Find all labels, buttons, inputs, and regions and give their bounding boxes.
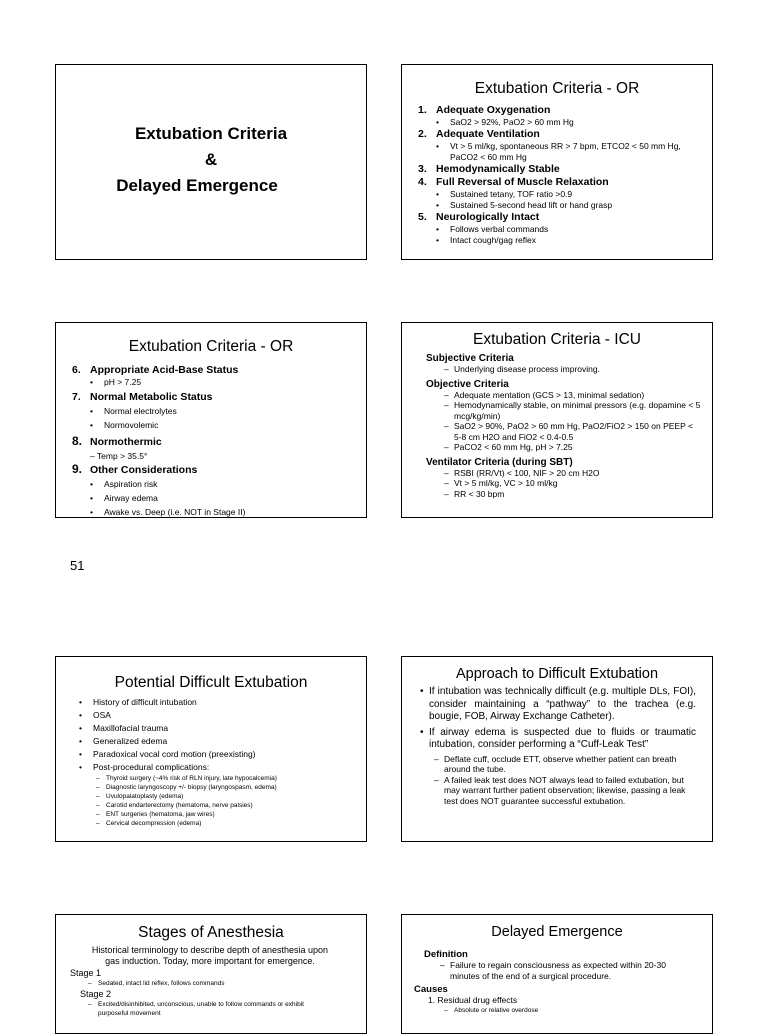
definition-text: – Failure to regain consciousness as expected within 20-30 minutes of the end of a surgical procedure. bbox=[440, 960, 694, 981]
list-item: – Uvulopalatoplasty (edema) bbox=[96, 792, 366, 801]
sub-item: • Sustained 5-second head lift or hand grasp bbox=[450, 200, 712, 211]
slide-extubation-or-2 bbox=[55, 322, 367, 518]
bullet-icon: • bbox=[420, 686, 424, 697]
slide-heading: Extubation Criteria - OR bbox=[474, 80, 640, 97]
slide-potential-difficult-extubation bbox=[55, 656, 367, 842]
criterion: – RSBI (RR/Vt) < 100, NIF > 20 cm H2O bbox=[444, 468, 702, 479]
stage-description: – Sedated, intact lid reflex, follows commands bbox=[88, 979, 336, 988]
criterion: – PaCO2 < 60 mm Hg, pH > 7.25 bbox=[444, 442, 702, 453]
list-item: • Generalized edema bbox=[93, 735, 366, 748]
slide-heading: Extubation Criteria - ICU bbox=[473, 331, 641, 348]
list-item: 4. Full Reversal of Muscle Relaxation • Sustained tetany, TOF ratio >0.9 • Sustained 5-second head lift or hand grasp bbox=[418, 176, 712, 211]
sub-item: • SaO2 > 92%, PaO2 > 60 mm Hg bbox=[450, 117, 712, 128]
list-item: • Maxillofacial trauma bbox=[93, 722, 366, 735]
sub-item: • Follows verbal commands bbox=[450, 224, 712, 235]
slide-delayed-emergence bbox=[401, 914, 713, 1034]
list-item: • OSA bbox=[93, 709, 366, 722]
list-item: 5. Neurologically Intact • Follows verbal commands • Intact cough/gag reflex bbox=[418, 211, 712, 246]
list-item: • Paradoxical vocal cord motion (preexisting) bbox=[93, 748, 366, 761]
list-item: 9. Other Considerations • Aspiration risk • Airway edema • Awake vs. Deep (i.e. NOT in Stage II) bbox=[72, 463, 366, 518]
title-line-2: & bbox=[204, 150, 218, 169]
page-number: 51 bbox=[70, 558, 85, 573]
sub-item: • Normovolemic bbox=[104, 418, 366, 432]
list-item: – Thyroid surgery (~4% risk of RLN injury, late hypocalcemia) bbox=[96, 774, 366, 783]
slide-stages-of-anesthesia bbox=[55, 914, 367, 1034]
cause-subitem: – Absolute or relative overdose bbox=[444, 1006, 694, 1015]
title-line-3: Delayed Emergence bbox=[116, 176, 278, 195]
section-heading: Causes bbox=[414, 984, 448, 995]
complication-list bbox=[56, 774, 366, 828]
stage-description: – Excited/disinhibited, unconscious, unable to follow commands or exhibit purposeful movement bbox=[88, 1000, 336, 1018]
sub-item: • Vt > 5 ml/kg, spontaneous RR > 7 bpm, ETCO2 < 50 mm Hg, PaCO2 < 60 mm Hg bbox=[450, 141, 712, 163]
criterion: – Hemodynamically stable, on minimal pressors (e.g. dopamine < 5 mcg/kg/min) bbox=[444, 400, 702, 421]
criterion: – Vt > 5 ml/kg, VC > 10 ml/kg bbox=[444, 478, 702, 489]
detail-item: – Deflate cuff, occlude ETT, observe whether patient can breath around the tube. bbox=[434, 754, 696, 775]
list-item: – ENT surgeries (hematoma, jaw wires) bbox=[96, 810, 366, 819]
slide-heading: Extubation Criteria - OR bbox=[128, 338, 294, 355]
slide-heading: Delayed Emergence bbox=[491, 924, 623, 940]
slide-heading: Approach to Difficult Extubation bbox=[455, 666, 659, 682]
list-item: 8. Normothermic – Temp > 35.5° bbox=[72, 435, 366, 463]
risk-list bbox=[56, 696, 366, 774]
list-item: • Post-procedural complications: bbox=[93, 761, 366, 774]
list-item: • History of difficult intubation bbox=[93, 696, 366, 709]
criteria-list bbox=[56, 364, 366, 518]
slide-title bbox=[55, 64, 367, 260]
list-item: – Cervical decompression (edema) bbox=[96, 819, 366, 828]
sub-item: • Awake vs. Deep (i.e. NOT in Stage II) bbox=[104, 505, 366, 518]
section-heading: Ventilator Criteria (during SBT) bbox=[426, 456, 573, 468]
slide-heading: Stages of Anesthesia bbox=[138, 924, 284, 941]
sub-item: • pH > 7.25 bbox=[104, 377, 366, 388]
sub-item: • Aspiration risk bbox=[104, 477, 366, 491]
section-heading: Definition bbox=[424, 949, 468, 960]
list-item: 2. Adequate Ventilation • Vt > 5 ml/kg, spontaneous RR > 7 bpm, ETCO2 < 50 mm Hg, PaCO2 < 60 mm Hg bbox=[418, 128, 712, 163]
cause-item: 1. Residual drug effects bbox=[428, 995, 518, 1005]
intro-text: Historical terminology to describe depth of anesthesia upon gas induction. Today, more important for emergence. bbox=[91, 945, 329, 966]
criterion: – Underlying disease process improving. bbox=[444, 364, 702, 375]
approach-paragraph: • If airway edema is suspected due to fluids or traumatic intubation, consider performing a “Cuff-Leak Test” bbox=[420, 726, 696, 750]
slide-heading: Potential Difficult Extubation bbox=[114, 674, 308, 691]
section-heading: Objective Criteria bbox=[426, 378, 509, 390]
slide-title-heading bbox=[56, 121, 366, 199]
criterion: – RR < 30 bpm bbox=[444, 489, 702, 500]
detail-item: – A failed leak test does NOT always lead to failed extubation, but may warrant further patient observation; likewise, passing a leak test does NOT guarantee successful extubation. bbox=[434, 775, 696, 807]
list-item: – Carotid endarterectomy (hematoma, nerve palsies) bbox=[96, 801, 366, 810]
criterion: – SaO2 > 90%, PaO2 > 60 mm Hg, PaO2/FiO2 > 150 on PEEP < 5-8 cm H2O and FiO2 < 0.4-0.5 bbox=[444, 421, 702, 442]
criteria-list bbox=[402, 104, 712, 246]
title-line-1: Extubation Criteria bbox=[134, 124, 288, 143]
bullet-icon: • bbox=[420, 726, 424, 738]
sub-item: • Normal electrolytes bbox=[104, 404, 366, 418]
list-item: – Diagnostic laryngoscopy +/- biopsy (laryngospasm, edema) bbox=[96, 783, 366, 792]
stage-label: Stage 2 bbox=[80, 989, 112, 999]
slide-approach-difficult-extubation bbox=[401, 656, 713, 842]
sub-item: – Temp > 35.5° bbox=[90, 451, 148, 461]
criterion: – Adequate mentation (GCS > 13, minimal sedation) bbox=[444, 390, 702, 401]
list-item: 6. Appropriate Acid-Base Status • pH > 7.25 bbox=[72, 364, 366, 388]
sub-item: • Sustained tetany, TOF ratio >0.9 bbox=[450, 189, 712, 200]
stage-label: Stage 1 bbox=[70, 968, 102, 978]
list-item: 3. Hemodynamically Stable bbox=[418, 163, 560, 175]
sub-item: • Intact cough/gag reflex bbox=[450, 235, 712, 246]
list-item: 7. Normal Metabolic Status • Normal electrolytes • Normovolemic bbox=[72, 391, 366, 432]
section-heading: Subjective Criteria bbox=[426, 353, 514, 364]
slide-extubation-or-1 bbox=[401, 64, 713, 260]
slide-extubation-icu bbox=[401, 322, 713, 518]
approach-paragraph: • If intubation was technically difficult (e.g. multiple DLs, FOI), consider maintaining a “pathway” to the trachea (e.g. bougie, FOB, Airway Exchange Catheter). bbox=[420, 686, 696, 722]
list-item: 1. Adequate Oxygenation • SaO2 > 92%, PaO2 > 60 mm Hg bbox=[418, 104, 712, 128]
sub-item: • Airway edema bbox=[104, 491, 366, 505]
